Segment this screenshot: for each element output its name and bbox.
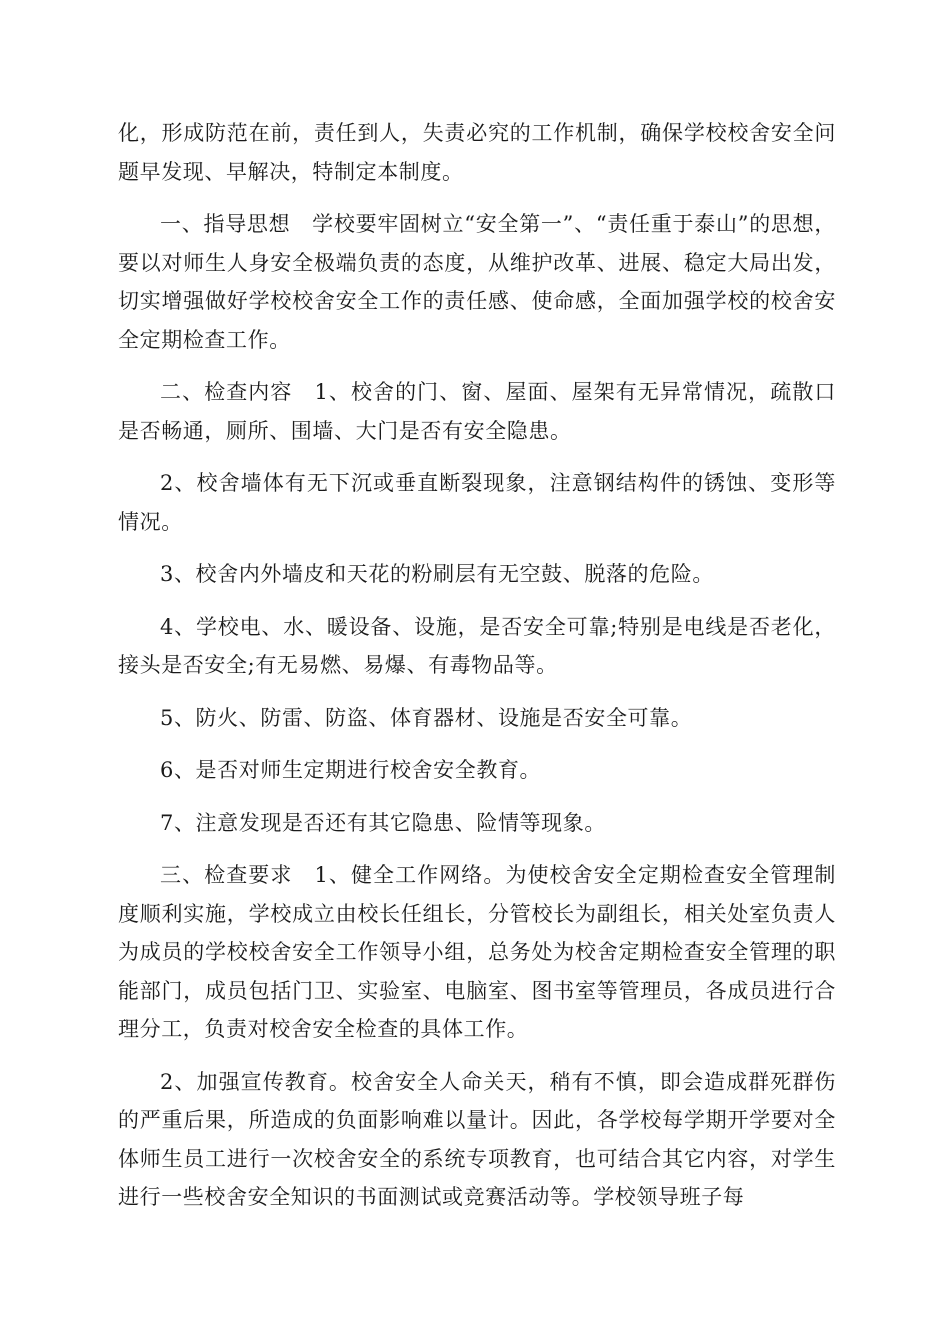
paragraph-inspection-requirement-2: 2、加强宣传教育。校舍安全人命关天，稍有不慎，即会造成群死群伤的严重后果，所造成的负面影响难以量计。因此，各学校每学期开学要对全体师生员工进行一次校舍安全的系统专项教育，也可结合其它内容，对学生进行一些校舍安全知识的书面测试或竞赛活动等。学校领导班子每 (118, 1069, 836, 1209)
paragraph-inspection-content-4: 4、学校电、水、暖设备、设施，是否安全可靠;特别是电线是否老化，接头是否安全;有无易燃、易爆、有毒物品等。 (118, 614, 836, 677)
paragraph-inspection-requirement-1: 三、检查要求 1、健全工作网络。为使校舍安全定期检查安全管理制度顺利实施，学校成立由校长任组长，分管校长为副组长，相关处室负责人为成员的学校校舍安全工作领导小组，总务处为校舍定期检查安全管理的职能部门，成员包括门卫、实验室、电脑室、图书室等管理员，各成员进行合理分工，负责对校舍安全检查的具体工作。 (118, 863, 836, 1041)
paragraph-inspection-content-2: 2、校舍墙体有无下沉或垂直断裂现象，注意钢结构件的锈蚀、变形等情况。 (118, 471, 836, 534)
paragraph-inspection-content-1: 二、检查内容 1、校舍的门、窗、屋面、屋架有无异常情况，疏散口是否畅通，厕所、围墙、大门是否有安全隐患。 (118, 380, 836, 443)
paragraph-inspection-content-6: 6、是否对师生定期进行校舍安全教育。 (160, 758, 542, 782)
paragraph-inspection-content-3: 3、校舍内外墙皮和天花的粉刷层有无空鼓、脱落的危险。 (160, 562, 714, 586)
paragraph-intro-continuation: 化，形成防范在前，责任到人，失责必究的工作机制，确保学校校舍安全问题早发现、早解决，特制定本制度。 (118, 121, 836, 184)
paragraph-guiding-thought: 一、指导思想 学校要牢固树立“安全第一”、“责任重于泰山”的思想，要以对师生人身安全极端负责的态度，从维护改革、进展、稳定大局出发，切实增强做好学校校舍安全工作的责任感、使命感，全面加强学校的校舍安全定期检查工作。 (118, 212, 836, 352)
paragraph-inspection-content-7: 7、注意发现是否还有其它隐患、险情等现象。 (160, 810, 606, 835)
paragraph-inspection-content-5: 5、防火、防雷、防盗、体育器材、设施是否安全可靠。 (160, 705, 693, 730)
document-body (118, 114, 836, 1231)
